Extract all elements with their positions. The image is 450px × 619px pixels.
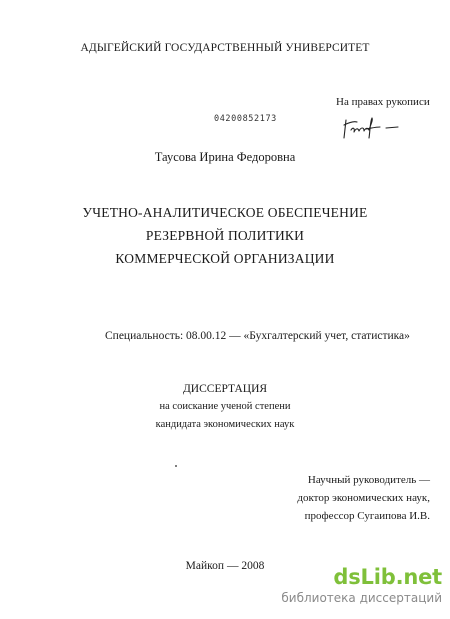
manuscript-note: На правах рукописи [336, 96, 430, 108]
supervisor-line-2: доктор экономических наук, [297, 492, 430, 504]
watermark-logo-tld: .net [395, 565, 442, 589]
supervisor-line-1: Научный руководитель — [307, 474, 430, 486]
degree-line-1: на соискание ученой степени [159, 401, 291, 412]
dissertation-heading: ДИССЕРТАЦИЯ [182, 383, 268, 395]
university-name: АДЫГЕЙСКИЙ ГОСУДАРСТВЕННЫЙ УНИВЕРСИТЕТ [80, 42, 370, 54]
title-line-1: УЧЕТНО-АНАЛИТИЧЕСКОЕ ОБЕСПЕЧЕНИЕ [82, 205, 368, 220]
dslib-watermark[interactable] [281, 566, 442, 606]
specialty: Специальность: 08.00.12 — «Бухгалтерский учет, статистика» [105, 330, 410, 342]
title-line-3: КОММЕРЧЕСКОЙ ОРГАНИЗАЦИИ [115, 251, 335, 266]
degree-line-2: кандидата экономических наук [155, 419, 295, 430]
watermark-subtitle: библиотека диссертаций [281, 591, 442, 605]
handwritten-signature [342, 116, 402, 140]
document-number: 04200852173 [214, 114, 277, 124]
title-line-2: РЕЗЕРВНОЙ ПОЛИТИКИ [145, 228, 305, 243]
watermark-logo-main: dsLib [333, 565, 396, 589]
watermark-logo [281, 566, 442, 588]
author-name: Таусова Ирина Федоровна [154, 150, 296, 164]
city-year: Майкоп — 2008 [185, 560, 265, 572]
supervisor-line-3: профессор Сугаипова И.В. [304, 510, 430, 522]
speck [175, 465, 177, 467]
